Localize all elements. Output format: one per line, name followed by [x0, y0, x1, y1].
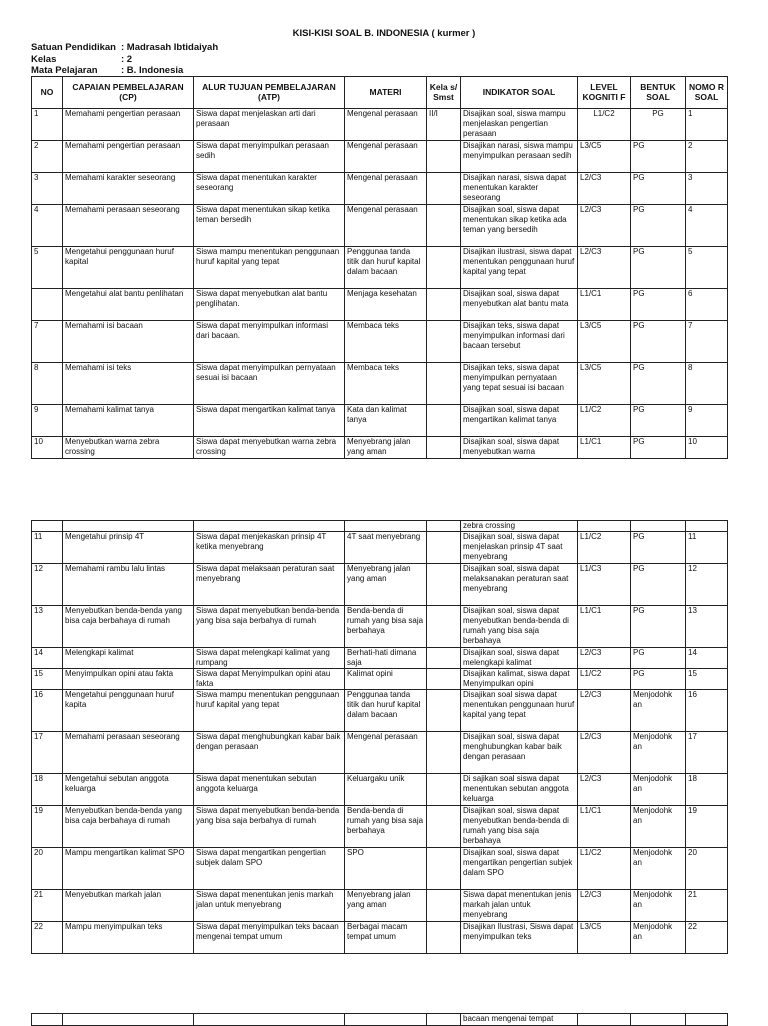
level-cell: L3/C5: [578, 321, 631, 363]
indikator-cell: Di sajikan soal siswa dapat menentukan sebutan anggota keluarga: [461, 774, 578, 806]
no-cell: 13: [32, 606, 63, 648]
table-row: [32, 363, 728, 405]
header-row: [32, 77, 728, 109]
level-cell: L3/C5: [578, 141, 631, 173]
bentuk-cell: PG: [631, 247, 686, 289]
indikator-cell: Disajikan soal siswa dapat menentukan penggunaan huruf kapital yang tepat: [461, 690, 578, 732]
materi-cell: Menyebrang jalan yang aman: [345, 890, 427, 922]
atp-cell: Siswa dapat mengartikan pengertian subjek dalam SPO: [194, 848, 345, 890]
kelas-cell: [427, 363, 461, 405]
cp-cell: Memahami isi bacaan: [63, 321, 194, 363]
atp-cell: Siswa mampu menentukan penggunaan huruf kapital yang tepat: [194, 247, 345, 289]
level-cell: L3/C5: [578, 922, 631, 954]
bentuk-cell: Menjodohk an: [631, 732, 686, 774]
cp-cell: Menyimpulkan opini atau fakta: [63, 669, 194, 690]
materi-cell: Berbagai macam tempat umum: [345, 922, 427, 954]
materi-cell: Membaca teks: [345, 321, 427, 363]
cp-cell: Menyebutkan benda-benda yang bisa caja berbahaya di rumah: [63, 806, 194, 848]
atp-cell: Siswa dapat menyebutkan alat bantu penglihatan.: [194, 289, 345, 321]
kelas-cell: [427, 173, 461, 205]
atp-cell: Siswa dapat menyimpulkan informasi dari bacaan.: [194, 321, 345, 363]
materi-cell: [345, 521, 427, 532]
kisi-table-page-1: [31, 76, 728, 459]
table-row: [32, 690, 728, 732]
materi-cell: Kata dan kalimat tanya: [345, 405, 427, 437]
level-cell: L1/C2: [578, 109, 631, 141]
table-row: [32, 321, 728, 363]
nomor-cell: 21: [686, 890, 728, 922]
column-header: LEVEL KOGNITI F: [578, 77, 631, 109]
indikator-cell: Disajikan soal, siswa dapat mengartikan kalimat tanya: [461, 405, 578, 437]
cp-cell: Memahami perasaan seseorang: [63, 205, 194, 247]
materi-cell: Benda-benda di rumah yang bisa saja berbahaya: [345, 606, 427, 648]
level-cell: L1/C3: [578, 564, 631, 606]
materi-cell: Benda-benda di rumah yang bisa saja berbahaya: [345, 806, 427, 848]
no-cell: 8: [32, 363, 63, 405]
indikator-cell: bacaan mengenai tempat: [461, 1014, 578, 1026]
meta-row-class: [31, 54, 218, 66]
kelas-cell: [427, 669, 461, 690]
meta-value: : Madrasah Ibtidaiyah: [121, 42, 219, 53]
atp-cell: Siswa dapat menyimpulkan teks bacaan mengenai tempat umum: [194, 922, 345, 954]
kelas-cell: [427, 606, 461, 648]
no-cell: 9: [32, 405, 63, 437]
indikator-cell: Disajikan narasi, siswa mampu menyimpulkan perasaan sedih: [461, 141, 578, 173]
nomor-cell: 20: [686, 848, 728, 890]
level-cell: L2/C3: [578, 205, 631, 247]
cp-cell: Menyebutkan markah jalan: [63, 890, 194, 922]
bentuk-cell: Menjodohk an: [631, 690, 686, 732]
no-cell: 18: [32, 774, 63, 806]
materi-cell: Menyebrang jalan yang aman: [345, 437, 427, 459]
nomor-cell: 13: [686, 606, 728, 648]
materi-cell: SPO: [345, 848, 427, 890]
nomor-cell: 12: [686, 564, 728, 606]
column-header: NOMO R SOAL: [686, 77, 728, 109]
indikator-cell: Disajikan soal, siswa dapat menyebutkan warna: [461, 437, 578, 459]
no-cell: 2: [32, 141, 63, 173]
bentuk-cell: PG: [631, 532, 686, 564]
indikator-cell: Disajikan soal, siswa mampu menjelaskan pengertian perasaan: [461, 109, 578, 141]
table-row: [32, 173, 728, 205]
no-cell: 16: [32, 690, 63, 732]
materi-cell: 4T saat menyebrang: [345, 532, 427, 564]
nomor-cell: 17: [686, 732, 728, 774]
atp-cell: Siswa dapat melengkapi kalimat yang rumpang: [194, 648, 345, 669]
bentuk-cell: PG: [631, 564, 686, 606]
level-cell: L2/C3: [578, 774, 631, 806]
column-header: ALUR TUJUAN PEMBELAJARAN (ATP): [194, 77, 345, 109]
nomor-cell: 2: [686, 141, 728, 173]
column-header: CAPAIAN PEMBELAJARAN (CP): [63, 77, 194, 109]
atp-cell: Siswa mampu menentukan penggunaan huruf kapital yang tepat: [194, 690, 345, 732]
nomor-cell: 9: [686, 405, 728, 437]
nomor-cell: 15: [686, 669, 728, 690]
level-cell: L3/C5: [578, 363, 631, 405]
table-row: [32, 405, 728, 437]
no-cell: 21: [32, 890, 63, 922]
document-meta: [31, 42, 218, 77]
atp-cell: Siswa dapat menentukan sikap ketika teman bersedih: [194, 205, 345, 247]
kelas-cell: [427, 205, 461, 247]
cp-cell: Mampu mengartikan kalimat SPO: [63, 848, 194, 890]
indikator-cell: Disajikan soal, siswa dapat melaksanakan peraturan saat menyebrang: [461, 564, 578, 606]
kelas-cell: [427, 774, 461, 806]
nomor-cell: 19: [686, 806, 728, 848]
nomor-cell: 14: [686, 648, 728, 669]
materi-cell: Berhati-hati dimana saja: [345, 648, 427, 669]
table-row: [32, 247, 728, 289]
table-row: [32, 205, 728, 247]
kelas-cell: [427, 247, 461, 289]
bentuk-cell: PG: [631, 205, 686, 247]
bentuk-cell: Menjodohk an: [631, 890, 686, 922]
indikator-cell: Disajikan soal, siswa dapat menghubungkan kabar baik dengan perasaan: [461, 732, 578, 774]
bentuk-cell: PG: [631, 405, 686, 437]
indikator-cell: Siswa dapat menentukan jenis markah jalan untuk menyebrang: [461, 890, 578, 922]
kelas-cell: [427, 648, 461, 669]
nomor-cell: 4: [686, 205, 728, 247]
table-row: [32, 669, 728, 690]
bentuk-cell: PG: [631, 173, 686, 205]
kelas-cell: [427, 890, 461, 922]
kelas-cell: [427, 405, 461, 437]
no-cell: 17: [32, 732, 63, 774]
kelas-cell: [427, 690, 461, 732]
no-cell: 12: [32, 564, 63, 606]
table-row: [32, 922, 728, 954]
cp-cell: Mengetahui alat bantu penlihatan: [63, 289, 194, 321]
indikator-cell: Disajikan soal, siswa dapat melengkapi kalimat: [461, 648, 578, 669]
no-cell: 14: [32, 648, 63, 669]
cp-cell: [63, 521, 194, 532]
nomor-cell: 16: [686, 690, 728, 732]
no-cell: 5: [32, 247, 63, 289]
atp-cell: [194, 521, 345, 532]
materi-cell: Mengenal perasaan: [345, 141, 427, 173]
table-row: [32, 521, 728, 532]
atp-cell: Siswa dapat menghubungkan kabar baik dengan perasaan: [194, 732, 345, 774]
meta-row-school: [31, 42, 218, 54]
no-cell: [32, 289, 63, 321]
table-row: [32, 437, 728, 459]
materi-cell: Mengenal perasaan: [345, 205, 427, 247]
meta-row-subject: [31, 65, 218, 77]
indikator-cell: Disajikan soal, siswa dapat menyebutkan benda-benda di rumah yang bisa saja berbahaya: [461, 606, 578, 648]
atp-cell: Siswa dapat menjelaskan arti dari perasaan: [194, 109, 345, 141]
no-cell: 1: [32, 109, 63, 141]
bentuk-cell: PG: [631, 141, 686, 173]
level-cell: L2/C3: [578, 173, 631, 205]
atp-cell: Siswa dapat menentukan karakter seseorang: [194, 173, 345, 205]
level-cell: [578, 521, 631, 532]
bentuk-cell: PG: [631, 437, 686, 459]
kisi-table-page-2: [31, 520, 728, 954]
level-cell: L2/C3: [578, 247, 631, 289]
bentuk-cell: PG: [631, 669, 686, 690]
nomor-cell: [686, 521, 728, 532]
no-cell: 19: [32, 806, 63, 848]
bentuk-cell: PG: [631, 109, 686, 141]
column-header: Kela s/ Smst: [427, 77, 461, 109]
kelas-cell: [427, 532, 461, 564]
cp-cell: Memahami kalimat tanya: [63, 405, 194, 437]
table-row: [32, 564, 728, 606]
kelas-cell: II/I: [427, 109, 461, 141]
atp-cell: Siswa dapat melaksaan peraturan saat menyebrang: [194, 564, 345, 606]
materi-cell: Penggunaa tanda titik dan huruf kapital dalam bacaan: [345, 247, 427, 289]
indikator-cell: Disajikan narasi, siswa dapat menentukan karakter seseorang: [461, 173, 578, 205]
document-title: KISI-KISI SOAL B. INDONESIA ( kurmer ): [292, 28, 476, 39]
bentuk-cell: Menjodohk an: [631, 774, 686, 806]
kelas-cell: [427, 321, 461, 363]
nomor-cell: 7: [686, 321, 728, 363]
indikator-cell: Disajikan soal, siswa dapat menyebutkan benda-benda di rumah yang bisa saja berbahaya: [461, 806, 578, 848]
level-cell: L2/C3: [578, 732, 631, 774]
bentuk-cell: Menjodohk an: [631, 806, 686, 848]
indikator-cell: Disajikan soal, siswa dapat menjelaskan prinsip 4T saat menyebrang: [461, 532, 578, 564]
atp-cell: Siswa dapat menyimpulkan perasaan sedih: [194, 141, 345, 173]
bentuk-cell: PG: [631, 289, 686, 321]
cp-cell: Memahami perasaan seseorang: [63, 732, 194, 774]
level-cell: L1/C2: [578, 532, 631, 564]
bentuk-cell: Menjodohk an: [631, 922, 686, 954]
table-row: [32, 289, 728, 321]
kelas-cell: [427, 437, 461, 459]
column-header: MATERI: [345, 77, 427, 109]
table-row: [32, 890, 728, 922]
indikator-cell: Disajikan teks, siswa dapat menyimpulkan informasi dari bacaan tersebut: [461, 321, 578, 363]
nomor-cell: 1: [686, 109, 728, 141]
cp-cell: Memahami rambu lalu lintas: [63, 564, 194, 606]
level-cell: L1/C2: [578, 848, 631, 890]
no-cell: [32, 521, 63, 532]
nomor-cell: 18: [686, 774, 728, 806]
no-cell: 4: [32, 205, 63, 247]
column-header: NO: [32, 77, 63, 109]
materi-cell: Menjaga kesehatan: [345, 289, 427, 321]
materi-cell: Keluargaku unik: [345, 774, 427, 806]
meta-label: Satuan Pendidikan: [31, 42, 116, 53]
meta-value: : 2: [121, 53, 133, 65]
atp-cell: Siswa dapat Menyimpulkan opini atau fakta: [194, 669, 345, 690]
kelas-cell: [427, 848, 461, 890]
kelas-cell: [427, 289, 461, 321]
cp-cell: Memahami pengertian perasaan: [63, 109, 194, 141]
kelas-cell: [427, 732, 461, 774]
kelas-cell: [427, 922, 461, 954]
level-cell: L1/C1: [578, 289, 631, 321]
atp-cell: Siswa dapat menyebutkan warna zebra crossing: [194, 437, 345, 459]
no-cell: 11: [32, 532, 63, 564]
level-cell: L2/C3: [578, 690, 631, 732]
cp-cell: Mengetahui sebutan anggota keluarga: [63, 774, 194, 806]
no-cell: 7: [32, 321, 63, 363]
atp-cell: Siswa dapat menyimpulkan pernyataan sesuai isi bacaan: [194, 363, 345, 405]
cp-cell: Memahami karakter seseorang: [63, 173, 194, 205]
materi-cell: Mengenal perasaan: [345, 173, 427, 205]
indikator-cell: Disajikan kalimat, siswa dapat Menyimpulkan opini: [461, 669, 578, 690]
level-cell: L2/C3: [578, 648, 631, 669]
indikator-cell: Disajikan Ilustrasi, Siswa dapat menyimpulkan teks: [461, 922, 578, 954]
kelas-cell: [427, 806, 461, 848]
nomor-cell: 3: [686, 173, 728, 205]
no-cell: 20: [32, 848, 63, 890]
kelas-cell: [427, 564, 461, 606]
cp-cell: Melengkapi kalimat: [63, 648, 194, 669]
cp-cell: Memahami pengertian perasaan: [63, 141, 194, 173]
cp-cell: Mampu menyimpulkan teks: [63, 922, 194, 954]
nomor-cell: 6: [686, 289, 728, 321]
nomor-cell: 22: [686, 922, 728, 954]
bentuk-cell: PG: [631, 321, 686, 363]
no-cell: 3: [32, 173, 63, 205]
atp-cell: Siswa dapat menyebutkan benda-benda yang bisa saja berbahya di rumah: [194, 806, 345, 848]
no-cell: 15: [32, 669, 63, 690]
cp-cell: Menyebutkan warna zebra crossing: [63, 437, 194, 459]
materi-cell: Menyebrang jalan yang aman: [345, 564, 427, 606]
nomor-cell: 11: [686, 532, 728, 564]
indikator-cell: zebra crossing: [461, 521, 578, 532]
cp-cell: Memahami isi teks: [63, 363, 194, 405]
column-header: INDIKATOR SOAL: [461, 77, 578, 109]
kelas-cell: [427, 141, 461, 173]
kelas-cell: [427, 521, 461, 532]
atp-cell: Siswa dapat menyebutkan benda-benda yang bisa saja berbahya di rumah: [194, 606, 345, 648]
materi-cell: Mengenal perasaan: [345, 109, 427, 141]
table-row: [32, 141, 728, 173]
table-row: [32, 532, 728, 564]
materi-cell: Membaca teks: [345, 363, 427, 405]
level-cell: L1/C2: [578, 669, 631, 690]
bentuk-cell: PG: [631, 363, 686, 405]
bentuk-cell: PG: [631, 648, 686, 669]
cp-cell: Mengetahui penggunaan huruf kapital: [63, 247, 194, 289]
materi-cell: Mengenal perasaan: [345, 732, 427, 774]
indikator-cell: Disajikan teks, siswa dapat menyimpulkan pernyataan yang tepat sesuai isi bacaan: [461, 363, 578, 405]
meta-value: : B. Indonesia: [121, 65, 184, 76]
table-row: [32, 109, 728, 141]
table-row: [32, 648, 728, 669]
atp-cell: Siswa dapat menentukan sebutan anggota keluarga: [194, 774, 345, 806]
bentuk-cell: [631, 521, 686, 532]
level-cell: L1/C2: [578, 405, 631, 437]
table-row: [32, 606, 728, 648]
table-row: [32, 848, 728, 890]
nomor-cell: 8: [686, 363, 728, 405]
nomor-cell: 10: [686, 437, 728, 459]
materi-cell: Penggunaa tanda titik dan huruf kapital dalam bacaan: [345, 690, 427, 732]
table-row: [32, 806, 728, 848]
no-cell: 10: [32, 437, 63, 459]
level-cell: L1/C1: [578, 437, 631, 459]
kisi-table-page-3: [31, 1013, 728, 1026]
column-header: BENTUK SOAL: [631, 77, 686, 109]
indikator-cell: Disajikan ilustrasi, siswa dapat menentukan penggunaan huruf kapital yang tepat: [461, 247, 578, 289]
level-cell: L2/C3: [578, 890, 631, 922]
bentuk-cell: Menjodohk an: [631, 848, 686, 890]
cp-cell: Menyebutkan benda-benda yang bisa caja berbahaya di rumah: [63, 606, 194, 648]
atp-cell: Siswa dapat menjekaskan prinsip 4T ketika menyebrang: [194, 532, 345, 564]
indikator-cell: Disajikan soal, siswa dapat menentukan sikap ketika ada teman yang bersedih: [461, 205, 578, 247]
level-cell: L1/C1: [578, 806, 631, 848]
indikator-cell: Disajikan soal, siswa dapat mengartikan pengertian subjek dalam SPO: [461, 848, 578, 890]
meta-label: Mata Pelajaran: [31, 65, 98, 76]
table-row: [32, 732, 728, 774]
table-row: [32, 774, 728, 806]
indikator-cell: Disajikan soal, siswa dapat menyebutkan alat bantu mata: [461, 289, 578, 321]
cp-cell: Mengetahui penggunaan huruf kapita: [63, 690, 194, 732]
materi-cell: Kalimat opini: [345, 669, 427, 690]
meta-label: Kelas: [31, 53, 57, 65]
nomor-cell: 5: [686, 247, 728, 289]
atp-cell: Siswa dapat mengartikan kalimat tanya: [194, 405, 345, 437]
level-cell: L1/C1: [578, 606, 631, 648]
no-cell: 22: [32, 922, 63, 954]
atp-cell: Siswa dapat menentukan jenis markah jalan untuk menyebrang: [194, 890, 345, 922]
cp-cell: Mengetahui prinsip 4T: [63, 532, 194, 564]
bentuk-cell: PG: [631, 606, 686, 648]
